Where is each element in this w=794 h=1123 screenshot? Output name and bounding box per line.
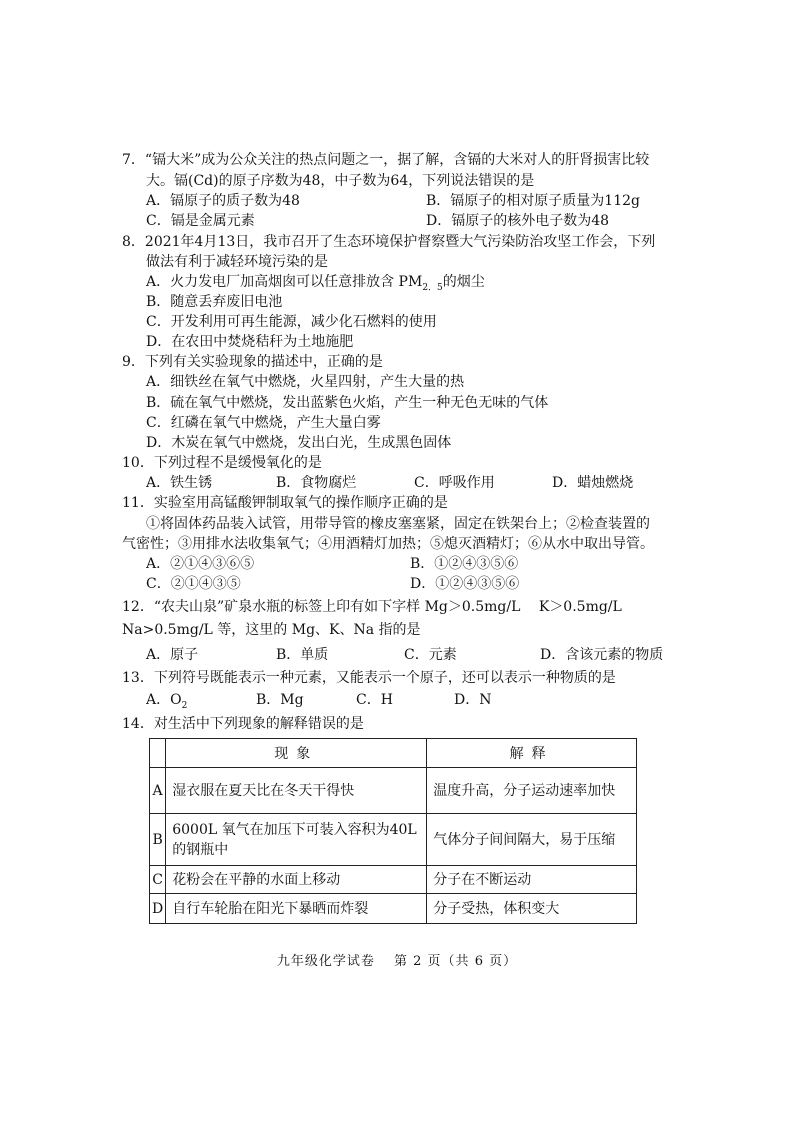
q7-option-c: C．镉是金属元素 xyxy=(146,213,255,229)
table-header-blank xyxy=(150,739,166,768)
q11-option-d: D．①②④③⑤⑥ xyxy=(410,576,520,592)
q13-option-d: D．N xyxy=(454,692,492,708)
q10-option-a: A．铁生锈 xyxy=(146,475,213,491)
table-header-explanation: 解释 xyxy=(427,739,637,768)
q11-stem-line2: ①将固体药品装入试管，用带导管的橡皮塞塞紧，固定在铁架台上；②检查装置的 xyxy=(146,516,650,532)
q9-stem: 9．下列有关实验现象的描述中，正确的是 xyxy=(122,354,383,370)
row-phenomenon: 花粉会在平静的水面上移动 xyxy=(166,866,427,894)
row-label: C xyxy=(150,866,166,894)
q10-option-d: D．蜡烛燃烧 xyxy=(552,475,634,491)
row-label: D xyxy=(150,894,166,924)
table-row xyxy=(150,814,637,866)
row-label: A xyxy=(150,768,166,814)
row-explanation: 分子受热，体积变大 xyxy=(427,894,637,924)
q9-option-a: A．细铁丝在氧气中燃烧，火星四射，产生大量的热 xyxy=(146,374,465,390)
table-header-phenomenon: 现象 xyxy=(166,739,427,768)
row-phenomenon: 6000L 氧气在加压下可装入容积为40L的钢瓶中 xyxy=(166,814,427,866)
q7-option-b: B．镉原子的相对原子质量为112g xyxy=(426,193,640,209)
q13-option-a xyxy=(146,690,187,716)
q13-option-b: B．Mg xyxy=(256,692,304,708)
q10-option-c: C．呼吸作用 xyxy=(414,475,495,491)
q12-option-b: B．单质 xyxy=(276,647,329,663)
q7-option-d: D．镉原子的核外电子数为48 xyxy=(426,213,610,229)
row-explanation: 分子在不断运动 xyxy=(427,866,637,894)
row-explanation: 温度升高，分子运动速率加快 xyxy=(427,768,637,814)
q8-option-a-text-end: 的烟尘 xyxy=(442,274,485,290)
q13-option-a-subscript: 2 xyxy=(181,700,188,711)
q12-option-c: C．元素 xyxy=(404,647,457,663)
q12-stem-line1: 12．“农夫山泉”矿泉水瓶的标签上印有如下字样 Mg＞0.5mg/L K＞0.5mg/L xyxy=(122,599,622,615)
q9-option-d: D．木炭在氧气中燃烧，发出白光，生成黑色固体 xyxy=(146,435,452,451)
q12-stem-line2: Na>0.5mg/L 等，这里的 Mg、K、Na 指的是 xyxy=(122,622,421,638)
table-row xyxy=(150,866,637,894)
q8-option-a-text: A．火力发电厂加高烟囱可以任意排放含 PM xyxy=(146,274,423,290)
q14-stem: 14．对生活中下列现象的解释错误的是 xyxy=(122,716,364,732)
q11-option-a: A．②①④③⑥⑤ xyxy=(146,556,255,572)
table-header-row xyxy=(150,739,637,768)
q8-option-a-subscript: 2．5 xyxy=(422,282,443,293)
q12-option-d: D．含该元素的物质 xyxy=(540,647,664,663)
q13-option-c: C．H xyxy=(356,692,393,708)
table-row xyxy=(150,768,637,814)
q10-stem: 10．下列过程不是缓慢氧化的是 xyxy=(122,455,322,471)
q8-option-d: D．在农田中焚烧秸秆为土地施肥 xyxy=(146,334,354,350)
q13-option-a-text: A．O xyxy=(146,692,182,708)
q7-option-a: A．镉原子的质子数为48 xyxy=(146,193,300,209)
page-footer: 九年级化学试卷 第 2 页（共 6 页） xyxy=(276,954,518,969)
q12-option-a: A．原子 xyxy=(146,647,199,663)
row-phenomenon: 湿衣服在夏天比在冬天干得快 xyxy=(166,768,427,814)
q14-table xyxy=(149,738,637,924)
q7-stem-line2: 大。镉(Cd)的原子序数为48，中子数为64，下列说法错误的是 xyxy=(146,173,535,189)
q8-option-c: C．开发利用可再生能源，减少化石燃料的使用 xyxy=(146,314,437,330)
q8-stem-line2: 做法有利于减轻环境污染的是 xyxy=(146,254,328,270)
q9-option-c: C．红磷在氧气中燃烧，产生大量白雾 xyxy=(146,415,381,431)
q11-option-c: C．②①④③⑤ xyxy=(146,576,241,592)
row-phenomenon: 自行车轮胎在阳光下暴晒而炸裂 xyxy=(166,894,427,924)
q8-stem-line1: 8．2021年4月13日，我市召开了生态环境保护督察暨大气污染防治攻坚工作会，下列 xyxy=(122,234,656,250)
q11-stem-line1: 11．实验室用高锰酸钾制取氧气的操作顺序正确的是 xyxy=(122,495,448,511)
q8-option-b: B．随意丢弃废旧电池 xyxy=(146,294,283,310)
q9-option-b: B．硫在氧气中燃烧，发出蓝紫色火焰，产生一种无色无味的气体 xyxy=(146,395,549,411)
q13-stem: 13．下列符号既能表示一种元素，又能表示一个原子，还可以表示一种物质的是 xyxy=(122,670,616,686)
q11-option-b: B．①②④③⑤⑥ xyxy=(410,556,519,572)
row-explanation: 气体分子间间隔大，易于压缩 xyxy=(427,814,637,866)
q10-option-b: B．食物腐烂 xyxy=(276,475,357,491)
q11-stem-line3: 气密性；③用排水法收集氧气；④用酒精灯加热；⑤熄灭酒精灯；⑥从水中取出导管。 xyxy=(122,536,654,552)
q7-stem-line1: 7．“镉大米”成为公众关注的热点问题之一，据了解，含镉的大米对人的肝肾损害比较 xyxy=(122,152,650,168)
row-label: B xyxy=(150,814,166,866)
table-row xyxy=(150,894,637,924)
